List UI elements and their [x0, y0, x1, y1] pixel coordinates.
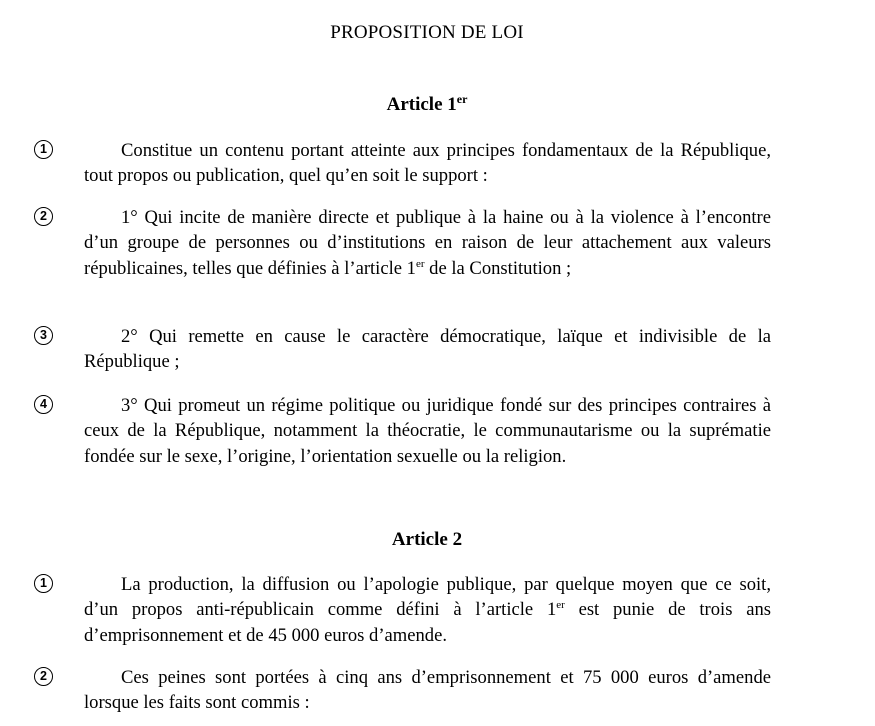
alinea-text-part: 1° Qui incite de manière directe et publique à la haine ou à la violence à l’encontre d’un groupe de personnes ou d’institutions en raison de leur attachement aux valeurs républicaines, telles que définies à l’article 1 — [84, 207, 771, 279]
alinea-text: 2° Qui remette en cause le caractère démocratique, laïque et indivisible de la République ; — [84, 326, 771, 373]
article-2-heading: Article 2 — [391, 529, 463, 550]
alinea-number-icon: 2 — [34, 207, 53, 226]
alinea-number-icon: 2 — [34, 667, 53, 686]
alinea-number-icon: 1 — [34, 140, 53, 159]
document-title: PROPOSITION DE LOI — [330, 22, 524, 43]
alinea-text-part: est punie de trois ans d’emprisonnement et de 45 000 euros d’amende. — [84, 599, 771, 646]
article-1-label: Article 1 — [386, 94, 457, 115]
alinea-text: 3° Qui promeut un régime politique ou juridique fondé sur des principes contraires à ceux de la République, notamment la théocratie, le communautarisme ou la suprématie fondée sur le sexe, l’origine, l’orientation sexuelle ou la religion. — [84, 395, 771, 467]
alinea-text-part: de la Constitution ; — [424, 257, 572, 279]
alinea-text: Constitue un contenu portant atteinte aux principes fondamentaux de la République, tout propos ou publication, quel qu’en soit le support : — [84, 140, 771, 187]
alinea-text-sup: er — [556, 599, 565, 612]
alinea-text-sup: er — [415, 257, 425, 270]
alinea-number-icon: 1 — [34, 574, 53, 593]
alinea-text: Ces peines sont portées à cinq ans d’emprisonnement et 75 000 euros d’amende lorsque les faits sont commis : — [84, 667, 771, 714]
alinea-text — [84, 572, 771, 648]
alinea-number-icon: 3 — [34, 326, 53, 345]
alinea-text — [84, 205, 771, 281]
alinea-number-icon: 4 — [34, 395, 53, 414]
alinea-text-part: La production, la diffusion ou l’apologie publique, par quelque moyen que ce soit, d’un propos anti-républicain comme défini à l’article 1 — [84, 574, 771, 621]
article-1-heading — [0, 94, 854, 116]
article-1-label-sup: er — [456, 92, 468, 106]
